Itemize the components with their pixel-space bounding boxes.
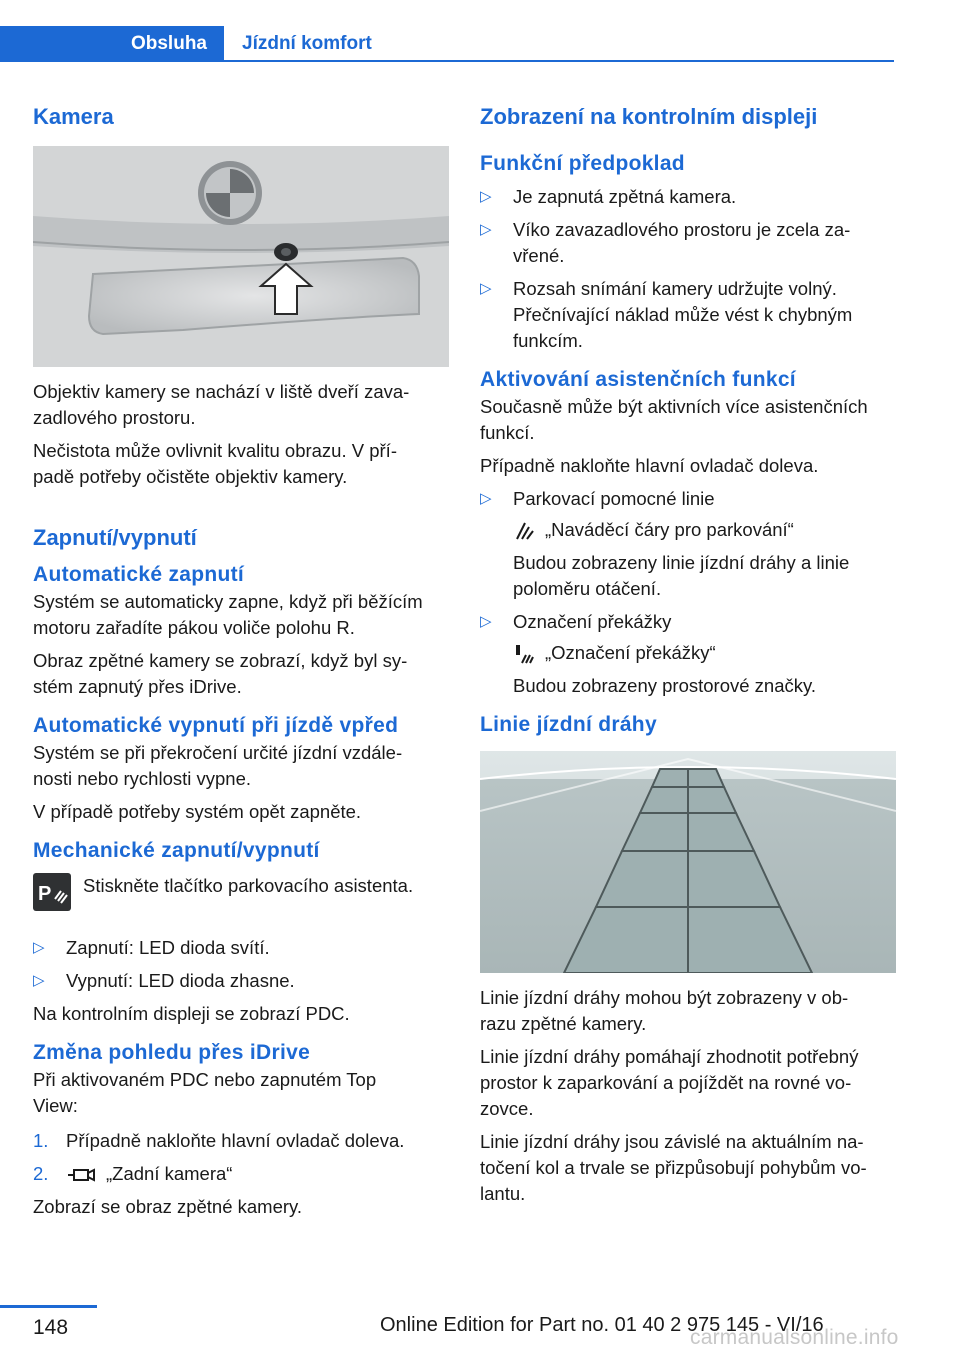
list-item-desc: Budou zobrazeny prostorové značky. <box>513 675 817 696</box>
bullet-triangle-icon: ▷ <box>480 280 492 297</box>
auto-off-para-1: Systém se při překročení určité jízdní vzdále- nosti nebo rychlosti vypne. <box>33 742 403 789</box>
bullet-triangle-icon: ▷ <box>33 939 45 956</box>
list-item-text: Rozsah snímání kamery udržujte volný. Přečnívající náklad může vést k chybným funkcím. <box>513 278 853 351</box>
subheading-auto-on: Automatické zapnutí <box>33 563 245 586</box>
camera-illustration <box>33 146 449 367</box>
pdc-para: Na kontrolním displeji se zobrazí PDC. <box>33 1003 350 1024</box>
list-item-text: Označení překážky <box>513 611 672 632</box>
rear-camera-icon <box>66 1165 96 1185</box>
edition-text: Online Edition for Part no. 01 40 2 975 145 - VI/16 <box>380 1314 824 1336</box>
heading-zapnuti-vypnuti: Zapnutí/vypnutí <box>33 525 197 550</box>
assist-para-2: Případně nakloňte hlavní ovladač doleva. <box>480 455 819 476</box>
camera-para-2: Nečistota může ovlivnit kvalitu obrazu. V pří- padě potřeby očistěte objektiv kamery. <box>33 440 397 487</box>
list-item <box>33 935 449 961</box>
list-item-text: Je zapnutá zpětná kamera. <box>513 186 737 207</box>
camera-photo <box>33 146 449 367</box>
assist-list <box>480 486 896 699</box>
auto-off-para-2: V případě potřeby systém opět zapněte. <box>33 801 362 822</box>
list-item <box>33 1128 449 1154</box>
list-item <box>480 609 896 699</box>
list-item <box>33 968 449 994</box>
parking-guide-lines-icon <box>513 521 535 541</box>
list-item-text: Zapnutí: LED dioda svítí. <box>66 937 270 958</box>
manual-text: Stiskněte tlačítko parkovacího asistenta. <box>83 875 414 896</box>
footer-rule <box>0 1305 97 1308</box>
svg-text:P: P <box>38 883 52 905</box>
lanes-para-1: Linie jízdní dráhy mohou být zobrazeny v ob- razu zpětné kamery. <box>480 987 849 1034</box>
page-number: 148 <box>33 1316 69 1339</box>
icon-label-row <box>513 640 896 666</box>
heading-display: Zobrazení na kontrolním displeji <box>480 104 818 129</box>
subheading-precond: Funkční předpoklad <box>480 152 685 175</box>
lane-lines-image <box>480 751 896 973</box>
steps-list <box>33 1128 449 1187</box>
bullet-triangle-icon: ▷ <box>480 490 492 507</box>
lane-lines-illustration <box>480 751 896 973</box>
icon-label-text: „Naváděcí čáry pro parkování“ <box>545 519 794 540</box>
list-item <box>480 276 896 354</box>
step-text: „Zadní kamera“ <box>106 1163 233 1184</box>
list-item <box>33 1161 449 1187</box>
list-item <box>480 486 896 602</box>
auto-on-para-2: Obraz zpětné kamery se zobrazí, když byl sy- stém zapnutý přes iDrive. <box>33 650 408 697</box>
subheading-assist: Aktivování asistenčních funkcí <box>480 368 796 391</box>
step-text: Případně nakloňte hlavní ovladač doleva. <box>66 1130 405 1151</box>
list-item-text: Víko zavazadlového prostoru je zcela za- vřené. <box>513 219 851 266</box>
final-para: Zobrazí se obraz zpětné kamery. <box>33 1196 303 1217</box>
auto-on-para-1: Systém se automaticky zapne, když při běžícím motoru zařadíte pákou voliče polohu R. <box>33 591 423 638</box>
bullet-triangle-icon: ▷ <box>480 221 492 238</box>
step-number: 2. <box>33 1163 49 1184</box>
list-item <box>480 184 896 210</box>
list-item-desc: Budou zobrazeny linie jízdní dráhy a linie poloměru otáčení. <box>513 552 850 599</box>
watermark-text: carmanualsonline.info <box>690 1326 899 1349</box>
manual-list <box>33 935 449 994</box>
bullet-triangle-icon: ▷ <box>480 188 492 205</box>
obstacle-marking-icon <box>513 643 535 665</box>
step-number: 1. <box>33 1130 49 1151</box>
subheading-lanes: Linie jízdní dráhy <box>480 713 657 736</box>
bullet-triangle-icon: ▷ <box>33 972 45 989</box>
chapter-header <box>0 26 894 62</box>
tab-jizdni-komfort[interactable]: Jízdní komfort <box>242 33 372 54</box>
icon-label-row <box>513 517 896 543</box>
subheading-manual: Mechanické zapnutí/vypnutí <box>33 839 320 862</box>
icon-label-text: „Označení překážky“ <box>545 642 716 663</box>
bullet-triangle-icon: ▷ <box>480 613 492 630</box>
list-item-text: Vypnutí: LED dioda zhasne. <box>66 970 295 991</box>
list-item-text: Parkovací pomocné linie <box>513 488 715 509</box>
subheading-view: Změna pohledu přes iDrive <box>33 1041 311 1064</box>
lanes-para-2: Linie jízdní dráhy pomáhají zhodnotit potřebný prostor k zaparkování a pojíždět na rovné vo- zovce. <box>480 1046 859 1119</box>
view-para: Při aktivovaném PDC nebo zapnutém Top View: <box>33 1069 377 1116</box>
parking-assistant-button-icon <box>33 873 71 911</box>
camera-para-1: Objektiv kamery se nachází v liště dveří zava- zadlového prostoru. <box>33 381 410 428</box>
manual-row <box>33 873 449 911</box>
right-column <box>480 98 896 1207</box>
list-item <box>480 217 896 269</box>
tab-obsluha[interactable]: Obsluha <box>0 26 224 62</box>
assist-para-1: Současně může být aktivních více asistenčních funkcí. <box>480 396 868 443</box>
left-column <box>33 98 449 1220</box>
precond-list <box>480 184 896 354</box>
heading-kamera: Kamera <box>33 104 114 129</box>
lanes-para-3: Linie jízdní dráhy jsou závislé na aktuálním na- točení kol a trvale se přizpůsobují pohybům vo- lantu. <box>480 1131 867 1204</box>
header-rule <box>224 60 894 62</box>
subheading-auto-off: Automatické vypnutí při jízdě vpřed <box>33 714 399 737</box>
